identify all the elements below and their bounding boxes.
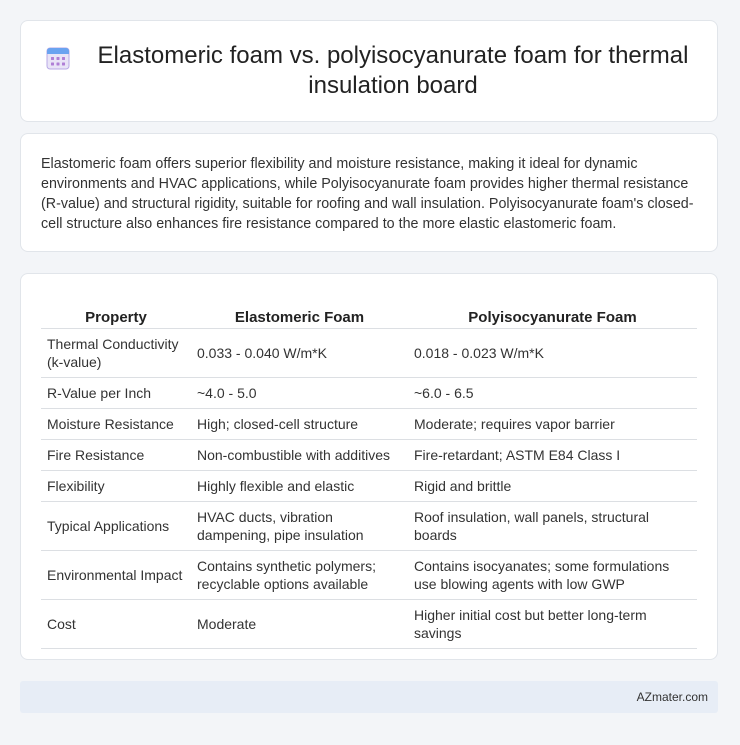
- table-row: [41, 378, 697, 409]
- table-cell: Moisture Resistance: [41, 409, 191, 440]
- table-row: [41, 440, 697, 471]
- table-cell: Moderate; requires vapor barrier: [408, 409, 697, 440]
- table-row: [41, 551, 697, 600]
- table-cell: Non-combustible with additives: [191, 440, 408, 471]
- table-cell: Moderate: [191, 600, 408, 649]
- table-cell: Cost: [41, 600, 191, 649]
- footer-brand: AZmater.com: [636, 690, 708, 704]
- title-wrap: [45, 41, 693, 101]
- table-cell: ~6.0 - 6.5: [408, 378, 697, 409]
- table-header-row: [41, 294, 697, 329]
- table-cell: Rigid and brittle: [408, 471, 697, 502]
- header-card: [20, 20, 718, 122]
- table-row: [41, 409, 697, 440]
- table-cell: ~4.0 - 5.0: [191, 378, 408, 409]
- table-cell: Higher initial cost but better long-term savings: [408, 600, 697, 649]
- table-cell: Typical Applications: [41, 502, 191, 551]
- table-row: [41, 471, 697, 502]
- table-cell: Fire Resistance: [41, 440, 191, 471]
- table-row: [41, 600, 697, 649]
- table-row: [41, 502, 697, 551]
- table-cell: R-Value per Inch: [41, 378, 191, 409]
- footer-bar: [20, 681, 718, 713]
- table-cell: Roof insulation, wall panels, structural boards: [408, 502, 697, 551]
- table-cell: Environmental Impact: [41, 551, 191, 600]
- column-header: Elastomeric Foam: [191, 294, 408, 329]
- table-cell: Highly flexible and elastic: [191, 471, 408, 502]
- page-title: Elastomeric foam vs. polyisocyanurate foam for thermal insulation board: [97, 42, 689, 99]
- table-cell: Contains isocyanates; some formulations use blowing agents with low GWP: [408, 551, 697, 600]
- table-cell: HVAC ducts, vibration dampening, pipe insulation: [191, 502, 408, 551]
- table-cell: Flexibility: [41, 471, 191, 502]
- table-row: [41, 329, 697, 378]
- table-cell: 0.018 - 0.023 W/m*K: [408, 329, 697, 378]
- column-header: Polyisocyanurate Foam: [408, 294, 697, 329]
- calendar-icon: [45, 45, 71, 71]
- table-cell: Thermal Conductivity (k-value): [41, 329, 191, 378]
- summary-card: [20, 133, 718, 252]
- table-cell: High; closed-cell structure: [191, 409, 408, 440]
- table-cell: Contains synthetic polymers; recyclable options available: [191, 551, 408, 600]
- summary-text: Elastomeric foam offers superior flexibility and moisture resistance, making it ideal for dynamic environments and HVAC applications, while Polyisocyanurate foam provides higher thermal resistance (R-value) and structural rigidity, suitable for roofing and wall insulation. Polyisocyanurate foam's closed-cell structure also enhances fire resistance compared to the more elastic elastomeric foam.: [41, 156, 694, 232]
- table-card: [20, 273, 718, 660]
- comparison-table: [41, 294, 697, 649]
- table-cell: 0.033 - 0.040 W/m*K: [191, 329, 408, 378]
- table-cell: Fire-retardant; ASTM E84 Class I: [408, 440, 697, 471]
- column-header: Property: [41, 294, 191, 329]
